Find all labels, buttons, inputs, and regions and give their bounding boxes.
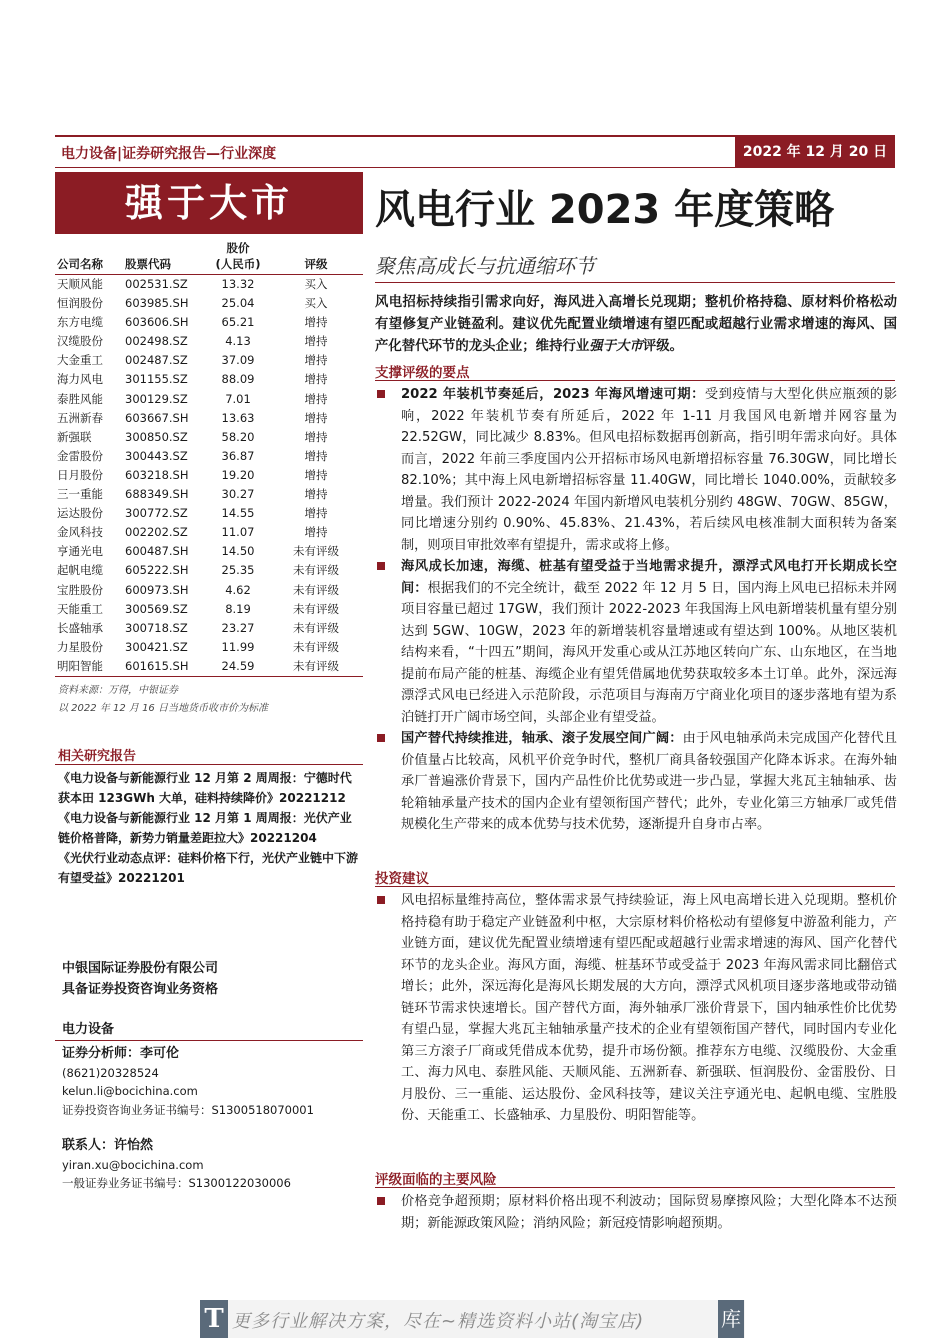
stock-name: 运达股份: [57, 506, 103, 521]
section-title-support: 支撑评级的要点: [375, 365, 470, 381]
related-report-item[interactable]: 《电力设备与新能源行业 12 月第 1 周周报：光伏产业链价格普降，新势力销量差距拉大》20221204: [58, 811, 352, 845]
table-row: [55, 428, 363, 447]
bullet-text: 根据我们的不完全统计，截至 2022 年 12 月 5 日，国内海上风电已招标未并网项目容量已超过 17GW，我们预计 2022-2023 年我国海上风电新增装机量有望分别达到 5GW、10GW，2023 年的新增装机容量增速或有望达到 100%。从地区装机结构来看，“十四五”期间，海风开发重心或从江苏地区转向广东、山东地区，在当地提前布局产能的桩基、海缆企业有望凭借属地优势获取较多本土订单。此外，深远海漂浮式风电已经进入示范阶段，示范项目与海南万宁商业化项目的逐步落地有望为系泊链打开广阔市场空间，头部企业有望受益。: [401, 580, 897, 725]
stock-price: 30.27: [221, 487, 255, 502]
stock-name: 金风科技: [57, 525, 103, 540]
support-bullets: [375, 384, 897, 836]
stock-price: 25.04: [221, 296, 255, 311]
report-date: 2022 年 12 月 20 日: [735, 137, 895, 167]
table-row: [55, 600, 363, 619]
stock-code: 605222.SH: [125, 563, 189, 578]
table-body: [55, 275, 363, 677]
table-row: [55, 504, 363, 523]
table-row: [55, 581, 363, 600]
footer-logo-ku: 库: [718, 1300, 744, 1338]
stock-price: 13.63: [221, 410, 255, 425]
stock-rating: 未有评级: [293, 544, 339, 559]
bullet-lead: 海风成长加速，海缆、桩基有望受益于当地需求提升，漂浮式风电打开长期成长空间：: [401, 559, 897, 596]
stock-name: 亨通光电: [57, 544, 103, 559]
analyst-name: 证券分析师：李可伦: [62, 1046, 180, 1061]
stock-price: 8.19: [225, 601, 251, 616]
footer-logo-t: T: [200, 1300, 228, 1338]
stock-code: 688349.SH: [125, 487, 189, 502]
bullet-text: 由于风电轴承尚未完成国产化替代且价值量占比较高，风机平价竞争时代，整机厂商具备较强国产化降本诉求。在海外轴承厂普遍涨价背景下，国内产品性价比优势或进一步凸显，掌握大兆瓦主轴轴承、齿轮箱轴承量产技术的国内企业有望领衔国产替代；此外，专业化第三方轴承厂或凭借规模化生产带来的成本优势与技术优势，逐渐提升自身市占率。: [401, 731, 897, 832]
stock-code: 002202.SZ: [125, 525, 188, 540]
stock-name: 长盛轴承: [57, 620, 103, 635]
footer-text[interactable]: 更多行业解决方案，尽在~精选资料小站(淘宝店): [232, 1311, 645, 1332]
summary-main: 风电招标持续指引需求向好，海风进入高增长兑现期；整机价格持稳、原材料价格松动有望修复产业链盈利。建议优先配置业绩增速有望匹配或超越行业需求增速的海风、国产化替代环节的龙头企业；维持行业: [375, 295, 897, 354]
col-header-rating: 评级: [269, 238, 363, 275]
stock-name: 宝胜股份: [57, 582, 103, 597]
stock-code: 603985.SH: [125, 296, 189, 311]
stock-name: 日月股份: [57, 467, 103, 482]
analyst-license: 证券投资咨询业务证书编号：S1300518070001: [62, 1102, 314, 1117]
invest-bullets: [375, 890, 897, 1127]
stock-rating: 未有评级: [293, 563, 339, 578]
table-row: [55, 485, 363, 504]
title-divider: [375, 282, 895, 283]
stock-rating: 买入: [304, 296, 328, 311]
stock-price: 4.13: [225, 334, 251, 349]
stock-rating: 增持: [304, 487, 328, 502]
contact-name: 联系人：许怡然: [62, 1138, 154, 1153]
table-row: [55, 313, 363, 332]
stock-code: 300421.SZ: [125, 639, 188, 654]
bullet-text: 价格竞争超预期；原材料价格出现不利波动；国际贸易摩擦风险；大型化降本不达预期；新能源政策风险；消纳风险；新冠疫情影响超预期。: [401, 1194, 897, 1231]
stock-code: 600487.SH: [125, 544, 189, 559]
section-divider: [375, 380, 895, 381]
stock-name: 汉缆股份: [57, 334, 103, 349]
stock-rating: 增持: [304, 525, 328, 540]
stock-price: 4.62: [225, 582, 251, 597]
stock-rating: 未有评级: [293, 601, 339, 616]
related-divider: [55, 764, 363, 765]
stock-name: 东方电缆: [57, 315, 103, 330]
stock-name: 大金重工: [57, 353, 103, 368]
analyst-phone: (8621)20328524: [62, 1065, 159, 1080]
table-row: [55, 542, 363, 561]
invest-bullet: [375, 890, 897, 1127]
stock-name: 起帆电缆: [57, 563, 103, 578]
stock-code: 002487.SZ: [125, 353, 188, 368]
stock-rating-table: [55, 238, 363, 677]
stock-name: 天顺风能: [57, 277, 103, 291]
stock-code: 603218.SH: [125, 467, 189, 482]
stock-rating: 未有评级: [293, 582, 339, 597]
table-row: [55, 351, 363, 370]
stock-name: 五洲新春: [57, 410, 103, 425]
stock-rating: 未有评级: [293, 620, 339, 635]
stock-code: 002498.SZ: [125, 334, 188, 349]
summary-paragraph: [375, 292, 897, 358]
support-bullet: [375, 384, 897, 556]
source-line: 资料来源：万得，中银证券: [58, 685, 178, 696]
section-divider: [375, 886, 895, 887]
stock-price: 37.09: [221, 353, 255, 368]
stock-price: 88.09: [221, 372, 255, 387]
report-header: [55, 135, 895, 168]
table-row: [55, 523, 363, 542]
stock-code: 603667.SH: [125, 410, 189, 425]
bullet-marker: [377, 896, 385, 904]
risk-bullet: [375, 1191, 897, 1234]
stock-name: 力星股份: [57, 639, 103, 654]
stock-rating: 增持: [304, 391, 328, 406]
bullet-marker: [377, 562, 385, 570]
stock-name: 天能重工: [57, 601, 103, 616]
contact-license: 一般证券业务证书编号：S1300122030006: [62, 1176, 291, 1190]
summary-rating: 强于大市: [589, 339, 643, 354]
page-subtitle: 聚焦高成长与抗通缩环节: [375, 254, 595, 278]
stock-code: 603606.SH: [125, 315, 189, 330]
stock-rating: 增持: [304, 448, 328, 463]
table-row: [55, 657, 363, 677]
bullet-text: 受到疫情与大型化供应瓶颈的影响，2022 年装机节奏有所延后，2022 年 1-11 月我国风电新增并网容量为 22.52GW，同比减少 8.83%。但风电招标数据再创新高，指引明年需求向好。具体而言，2022 年前三季度国内公开招标市场风电新增招标容量 76.30GW，同比增长 82.10%；其中海上风电新增招标容量 11.40GW，同比增长 1040.00%，贡献较多增量。我们预计 2022-2024 年国内新增风电装机分别约 48GW、70GW、85GW，同比增速分别约 0.90%、45.83%、21.43%，若后续风电核准制大面积转为备案制，则项目审批效率有望提升，需求或将上修。: [401, 387, 898, 553]
stock-price: 25.35: [221, 563, 255, 578]
table-row: [55, 294, 363, 313]
company-qualification: 具备证券投资咨询业务资格: [62, 982, 219, 997]
stock-code: 300850.SZ: [125, 429, 188, 444]
bullet-marker: [377, 390, 385, 398]
rating-banner: 强于大市: [55, 172, 363, 234]
col-header-name: 公司名称: [55, 238, 125, 275]
company-name: 中银国际证券股份有限公司: [62, 961, 219, 976]
stock-rating: 增持: [304, 353, 328, 368]
stock-price: 14.55: [221, 506, 255, 521]
table-row: [55, 447, 363, 466]
stock-code: 300569.SZ: [125, 601, 188, 616]
stock-price: 14.50: [221, 544, 255, 559]
bullet-text: 风电招标量维持高位，整体需求景气持续验证，海上风电高增长进入兑现期。整机价格持稳有助于稳定产业链盈利中枢，大宗原材料价格松动有望修复中游盈利能力，产业链方面，建议优先配置业绩增速有望匹配或超越行业需求增速的海风、国产化替代环节的龙头企业。海风方面，海缆、桩基环节或受益于 2023 年海风需求同比翻倍式增长；此外，深远海化是海风长期发展的大方向，漂浮式风机项目逐步落地或带动锚链环节需求快速增长。国产替代方面，海外轴承厂涨价背景下，国内轴承性价比优势有望凸显，掌握大兆瓦主轴轴承量产技术的企业有望领衔国产替代，同时国内专业化第三方滚子厂商或凭借成本优势，提升市场份额。推荐东方电缆、汉缆股份、大金重工、海力风电、泰胜风能、天顺风能、五洲新春、新强联、恒润股份、金雷股份、日月股份、三一重能、运达股份、金风科技等，建议关注亨通光电、起帆电缆、宝胜股份、天能重工、长盛轴承、力星股份、明阳智能等。: [401, 893, 897, 1123]
table-row: [55, 370, 363, 389]
stock-rating: 增持: [304, 429, 328, 444]
stock-code: 300772.SZ: [125, 506, 188, 521]
stock-name: 泰胜风能: [57, 391, 103, 406]
stock-price: 24.59: [207, 657, 269, 677]
related-reports-title: 相关研究报告: [58, 749, 137, 764]
stock-rating: 未有评级: [269, 657, 363, 677]
contact-email[interactable]: yiran.xu@bocichina.com: [62, 1157, 204, 1172]
related-reports-list: [58, 768, 358, 888]
stock-name: 恒润股份: [57, 296, 103, 311]
table-row: [55, 619, 363, 638]
stock-name: 三一重能: [57, 487, 103, 502]
stock-price: 65.21: [221, 315, 255, 330]
stock-rating: 增持: [304, 467, 328, 482]
risk-bullets: [375, 1191, 897, 1234]
bullet-marker: [377, 1197, 385, 1205]
stock-code: 601615.SH: [125, 657, 207, 677]
stock-code: 301155.SZ: [125, 372, 188, 387]
stock-price: 58.20: [221, 429, 255, 444]
stock-code: 300443.SZ: [125, 448, 188, 463]
table-header-row: [55, 238, 363, 275]
stock-code: 300129.SZ: [125, 391, 188, 406]
stock-name: 新强联: [57, 429, 92, 444]
stock-price: 13.32: [221, 277, 255, 291]
stock-price: 19.20: [221, 467, 255, 482]
stock-price: 7.01: [225, 391, 251, 406]
table-row: [55, 390, 363, 409]
stock-name: 金雷股份: [57, 448, 103, 463]
bullet-lead: 国产替代持续推进，轴承、滚子发展空间广阔：: [401, 731, 683, 746]
contact-info: [62, 1137, 291, 1193]
stock-price: 23.27: [221, 620, 255, 635]
section-title-risk: 评级面临的主要风险: [375, 1172, 497, 1188]
bullet-marker: [377, 734, 385, 742]
stock-code: 002531.SZ: [125, 277, 188, 291]
analyst-info: [62, 1045, 314, 1119]
table-row: [55, 638, 363, 657]
stock-name: 明阳智能: [55, 657, 125, 677]
stock-name: 海力风电: [57, 372, 103, 387]
stock-price: 11.07: [221, 525, 255, 540]
stock-code: 600973.SH: [125, 582, 189, 597]
stock-rating: 增持: [304, 334, 328, 349]
stock-rating: 增持: [304, 315, 328, 330]
table-row: [55, 561, 363, 580]
support-bullet: [375, 728, 897, 836]
table-source-note: [58, 682, 268, 718]
stock-rating: 增持: [304, 410, 328, 425]
related-report-item[interactable]: 《光伏行业动态点评：硅料价格下行，光伏产业链中下游有望受益》20221201: [58, 851, 359, 885]
price-basis-line: 以 2022 年 12 月 16 日当地货币收市价为标准: [58, 703, 268, 714]
summary-tail: 评级。: [642, 339, 683, 354]
page-title: 风电行业 2023 年度策略: [375, 187, 835, 233]
company-info: [62, 958, 218, 1000]
stock-rating: 未有评级: [293, 639, 339, 654]
section-title-invest: 投资建议: [375, 871, 429, 887]
report-category: 电力设备|证券研究报告—行业深度: [61, 146, 277, 162]
sector-divider: [55, 1040, 363, 1041]
section-divider: [375, 1187, 895, 1188]
stock-code: 300718.SZ: [125, 620, 188, 635]
table-row: [55, 275, 363, 295]
stock-rating: 增持: [304, 372, 328, 387]
table-row: [55, 332, 363, 351]
stock-price: 36.87: [221, 448, 255, 463]
stock-rating: 买入: [304, 277, 328, 291]
support-bullet: [375, 556, 897, 728]
analyst-email[interactable]: kelun.li@bocichina.com: [62, 1084, 198, 1098]
col-header-code: 股票代码: [125, 238, 207, 275]
bullet-lead: 2022 年装机节奏延后，2023 年海风增速可期：: [401, 387, 705, 402]
table-row: [55, 466, 363, 485]
sector-label: 电力设备: [62, 1022, 115, 1037]
related-report-item[interactable]: 《电力设备与新能源行业 12 月第 2 周周报：宁德时代获本田 123GWh 大单，硅料持续降价》20221212: [58, 771, 352, 805]
table-row: [55, 409, 363, 428]
col-header-price: 股价 (人民币): [207, 238, 269, 275]
stock-price: 11.99: [221, 639, 255, 654]
stock-rating: 增持: [304, 506, 328, 521]
